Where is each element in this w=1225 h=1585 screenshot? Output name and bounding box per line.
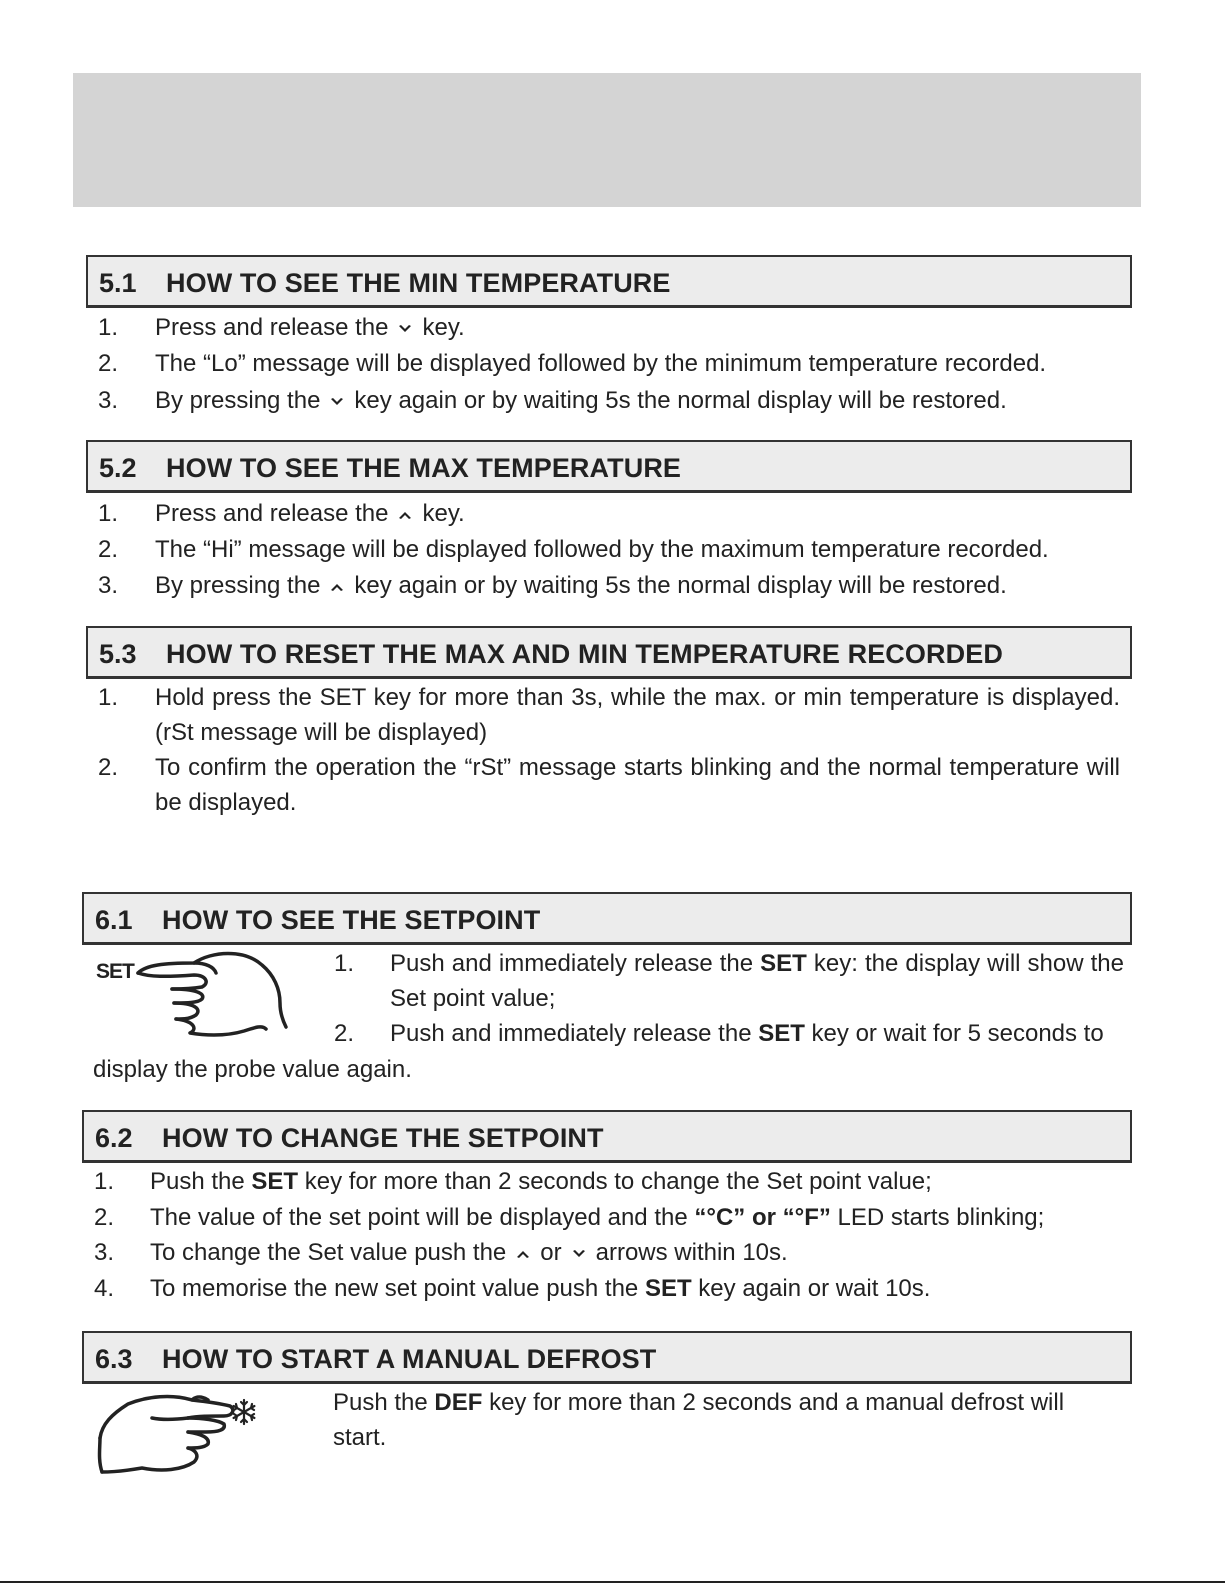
- set-key-name: SET: [760, 950, 807, 977]
- item-number: 1.: [98, 684, 119, 711]
- section-6-2-header: [82, 1110, 1132, 1163]
- item-text: By pressing the: [155, 572, 321, 599]
- item-text: Push the: [333, 1389, 435, 1416]
- header-banner: [73, 73, 1141, 207]
- chevron-down-icon: [398, 322, 412, 336]
- item-text: By pressing the: [155, 387, 321, 414]
- section-5-1-header: [86, 255, 1132, 308]
- defrost-key-hand-icon: [92, 1388, 267, 1478]
- item-number: 1.: [334, 950, 355, 977]
- chevron-up-icon: [516, 1247, 530, 1261]
- section-number: 6.3: [95, 1344, 133, 1374]
- section-6-1-header: [82, 892, 1132, 945]
- item-number: 2.: [98, 536, 119, 563]
- chevron-up-icon: [398, 508, 412, 522]
- section-number: 5.1: [99, 268, 137, 298]
- item-number: 3.: [98, 572, 119, 599]
- section-5-2-header: [86, 440, 1132, 493]
- item-number: 4.: [94, 1275, 115, 1302]
- item-text: key or wait for 5 seconds to: [804, 1020, 1104, 1047]
- section-number: 5.3: [99, 639, 137, 669]
- item-text: key: the display will show the Set point value;: [390, 950, 1124, 1012]
- item-number: 1.: [98, 314, 119, 341]
- chevron-down-icon: [572, 1247, 586, 1261]
- item-number: 3.: [94, 1239, 115, 1266]
- item-text: LED starts blinking;: [830, 1204, 1045, 1231]
- def-key-name: DEF: [434, 1389, 483, 1416]
- item-text: key again or wait 10s.: [691, 1275, 931, 1302]
- item-number: 3.: [98, 387, 119, 414]
- section-6-3-header: [82, 1331, 1132, 1384]
- item-text: Push and immediately release the: [390, 1020, 759, 1047]
- item-text: or: [540, 1239, 562, 1266]
- section-number: 6.1: [95, 905, 133, 935]
- set-key-hand-icon: [94, 945, 294, 1040]
- item-number: 1.: [98, 500, 119, 527]
- list-item: [98, 680, 1120, 750]
- chevron-up-icon: [330, 580, 344, 594]
- item-text: key.: [422, 500, 465, 527]
- item-text: The “Lo” message will be displayed followed by the minimum temperature recorded.: [155, 350, 1047, 377]
- item-text: Push and immediately release the: [390, 950, 761, 977]
- section-number: 6.2: [95, 1123, 133, 1153]
- item-text: key again or by waiting 5s the normal display will be restored.: [354, 572, 1007, 599]
- section-title: HOW TO RESET THE MAX AND MIN TEMPERATURE RECORDED: [166, 639, 1003, 669]
- section-title: HOW TO START A MANUAL DEFROST: [162, 1344, 657, 1374]
- item-text: key again or by waiting 5s the normal display will be restored.: [354, 387, 1007, 414]
- item-number: 2.: [334, 1020, 355, 1047]
- item-text: To confirm the operation the “rSt” message starts blinking and the normal temperature will be displayed.: [155, 754, 1120, 816]
- section-title: HOW TO CHANGE THE SETPOINT: [162, 1123, 604, 1153]
- item-number: 2.: [98, 350, 119, 377]
- item-text: Press and release the: [155, 314, 389, 341]
- item-text: To memorise the new set point value push the: [150, 1275, 645, 1302]
- item-text: key for more than 2 seconds to change the Set point value;: [298, 1168, 932, 1195]
- item-number: 2.: [98, 754, 119, 781]
- chevron-down-icon: [330, 395, 344, 409]
- section-title: HOW TO SEE THE MAX TEMPERATURE: [166, 453, 682, 483]
- item-text: The “Hi” message will be displayed followed by the maximum temperature recorded.: [155, 536, 1049, 563]
- section-5-3-header: [86, 626, 1132, 679]
- led-name: “°C” or “°F”: [694, 1204, 831, 1231]
- set-key-name: SET: [644, 1275, 692, 1302]
- item-text-continuation: display the probe value again.: [93, 1056, 412, 1083]
- item-text: Push the: [150, 1168, 252, 1195]
- section-title: HOW TO SEE THE SETPOINT: [162, 905, 541, 935]
- page-edge: [0, 1581, 1225, 1583]
- set-key-label: SET: [96, 960, 134, 983]
- item-text: arrows within 10s.: [595, 1239, 788, 1266]
- item-text: Hold press the SET key for more than 3s, while the max. or min temperature is displayed. (rSt message will be displayed): [155, 684, 1120, 746]
- list-item: [334, 946, 1124, 1016]
- item-text: The value of the set point will be displayed and the: [150, 1204, 695, 1231]
- item-text: To change the Set value push the: [150, 1239, 507, 1266]
- set-key-name: SET: [251, 1168, 299, 1195]
- item-text: key.: [422, 314, 465, 341]
- item-number: 1.: [94, 1168, 115, 1195]
- item-text: key for more than 2 seconds and a manual defrost will start.: [333, 1389, 1065, 1451]
- defrost-instruction: [333, 1385, 1113, 1455]
- section-number: 5.2: [99, 453, 137, 483]
- section-title: HOW TO SEE THE MIN TEMPERATURE: [166, 268, 671, 298]
- item-text: Press and release the: [155, 500, 389, 527]
- set-key-name: SET: [758, 1020, 805, 1047]
- list-item: [98, 750, 1120, 820]
- item-number: 2.: [94, 1204, 115, 1231]
